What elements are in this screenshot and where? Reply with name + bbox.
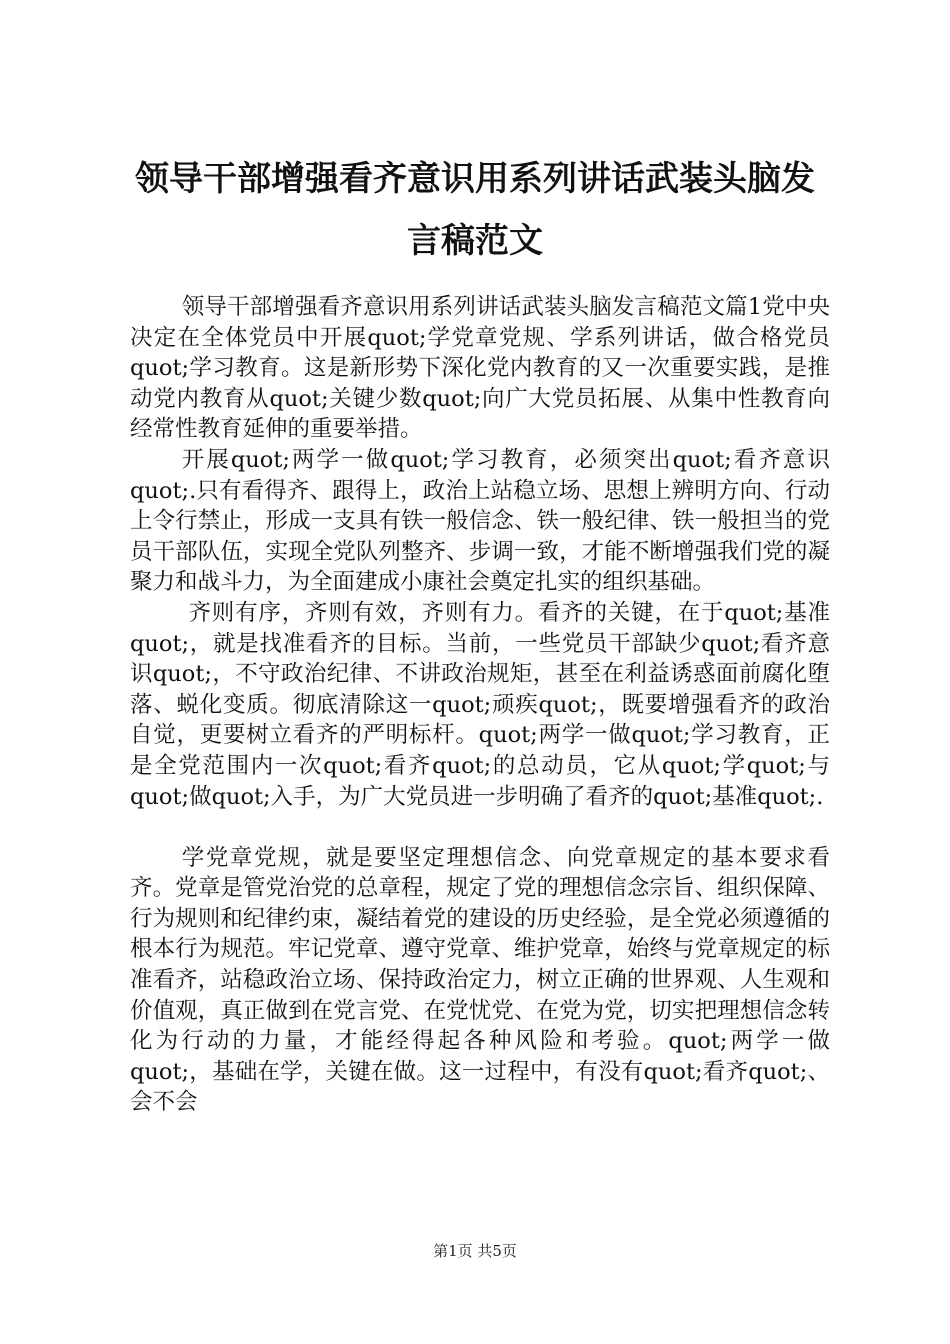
document-title-line-2: 言稿范文	[407, 221, 543, 261]
paragraph-1: 领导干部增强看齐意识用系列讲话武装头脑发言稿范文篇1党中央决定在全体党员中开展quot;学党章党规、学系列讲话，做合格党员quot;学习教育。这是新形势下深化党内教育的又一次重要实践，是推动党内教育从quot;关键少数quot;向广大党员拓展、从集中性教育向经常性教育延伸的重要举措。	[130, 294, 830, 443]
document-title-line-1: 领导干部增强看齐意识用系列讲话武装头脑发	[135, 159, 815, 199]
paragraph-spacer	[130, 812, 830, 843]
document-body	[130, 292, 830, 1118]
paragraph-2: 开展quot;两学一做quot;学习教育，必须突出quot;看齐意识quot;.只有看得齐、跟得上，政治上站稳立场、思想上辨明方向、行动上令行禁止，形成一支具有铁一般信念、铁一般纪律、铁一般担当的党员干部队伍，实现全党队列整齐、步调一致，才能不断增强我们党的凝聚力和战斗力，为全面建成小康社会奠定扎实的组织基础。	[130, 446, 830, 596]
paragraph-4: 学党章党规，就是要坚定理想信念、向党章规定的基本要求看齐。党章是管党治党的总章程，规定了党的理想信念宗旨、组织保障、行为规则和纪律约束，凝结着党的建设的历史经验，是全党必须遵循的根本行为规范。牢记党章、遵守党章、维护党章，始终与党章规定的标准看齐，站稳政治立场、保持政治定力，树立正确的世界观、人生观和价值观，真正做到在党言党、在党忧党、在党为党，切实把理想信念转化为行动的力量，才能经得起各种风险和考验。quot;两学一做quot;，基础在学，关键在做。这一过程中，有没有quot;看齐quot;、会不会	[130, 844, 830, 1116]
paragraph-3: 齐则有序，齐则有效，齐则有力。看齐的关键，在于quot;基准quot;，就是找准看齐的目标。当前，一些党员干部缺少quot;看齐意识quot;，不守政治纪律、不讲政治规矩，甚至在利益诱惑面前腐化堕落、蜕化变质。彻底清除这一quot;顽疾quot;，既要增强看齐的政治自觉，更要树立看齐的严明标杆。quot;两学一做quot;学习教育，正是全党范围内一次quot;看齐quot;的总动员，它从quot;学quot;与quot;做quot;入手，为广大党员进一步明确了看齐的quot;基准quot;.	[130, 599, 830, 810]
page-number-footer: 第1页 共5页	[433, 1242, 517, 1260]
